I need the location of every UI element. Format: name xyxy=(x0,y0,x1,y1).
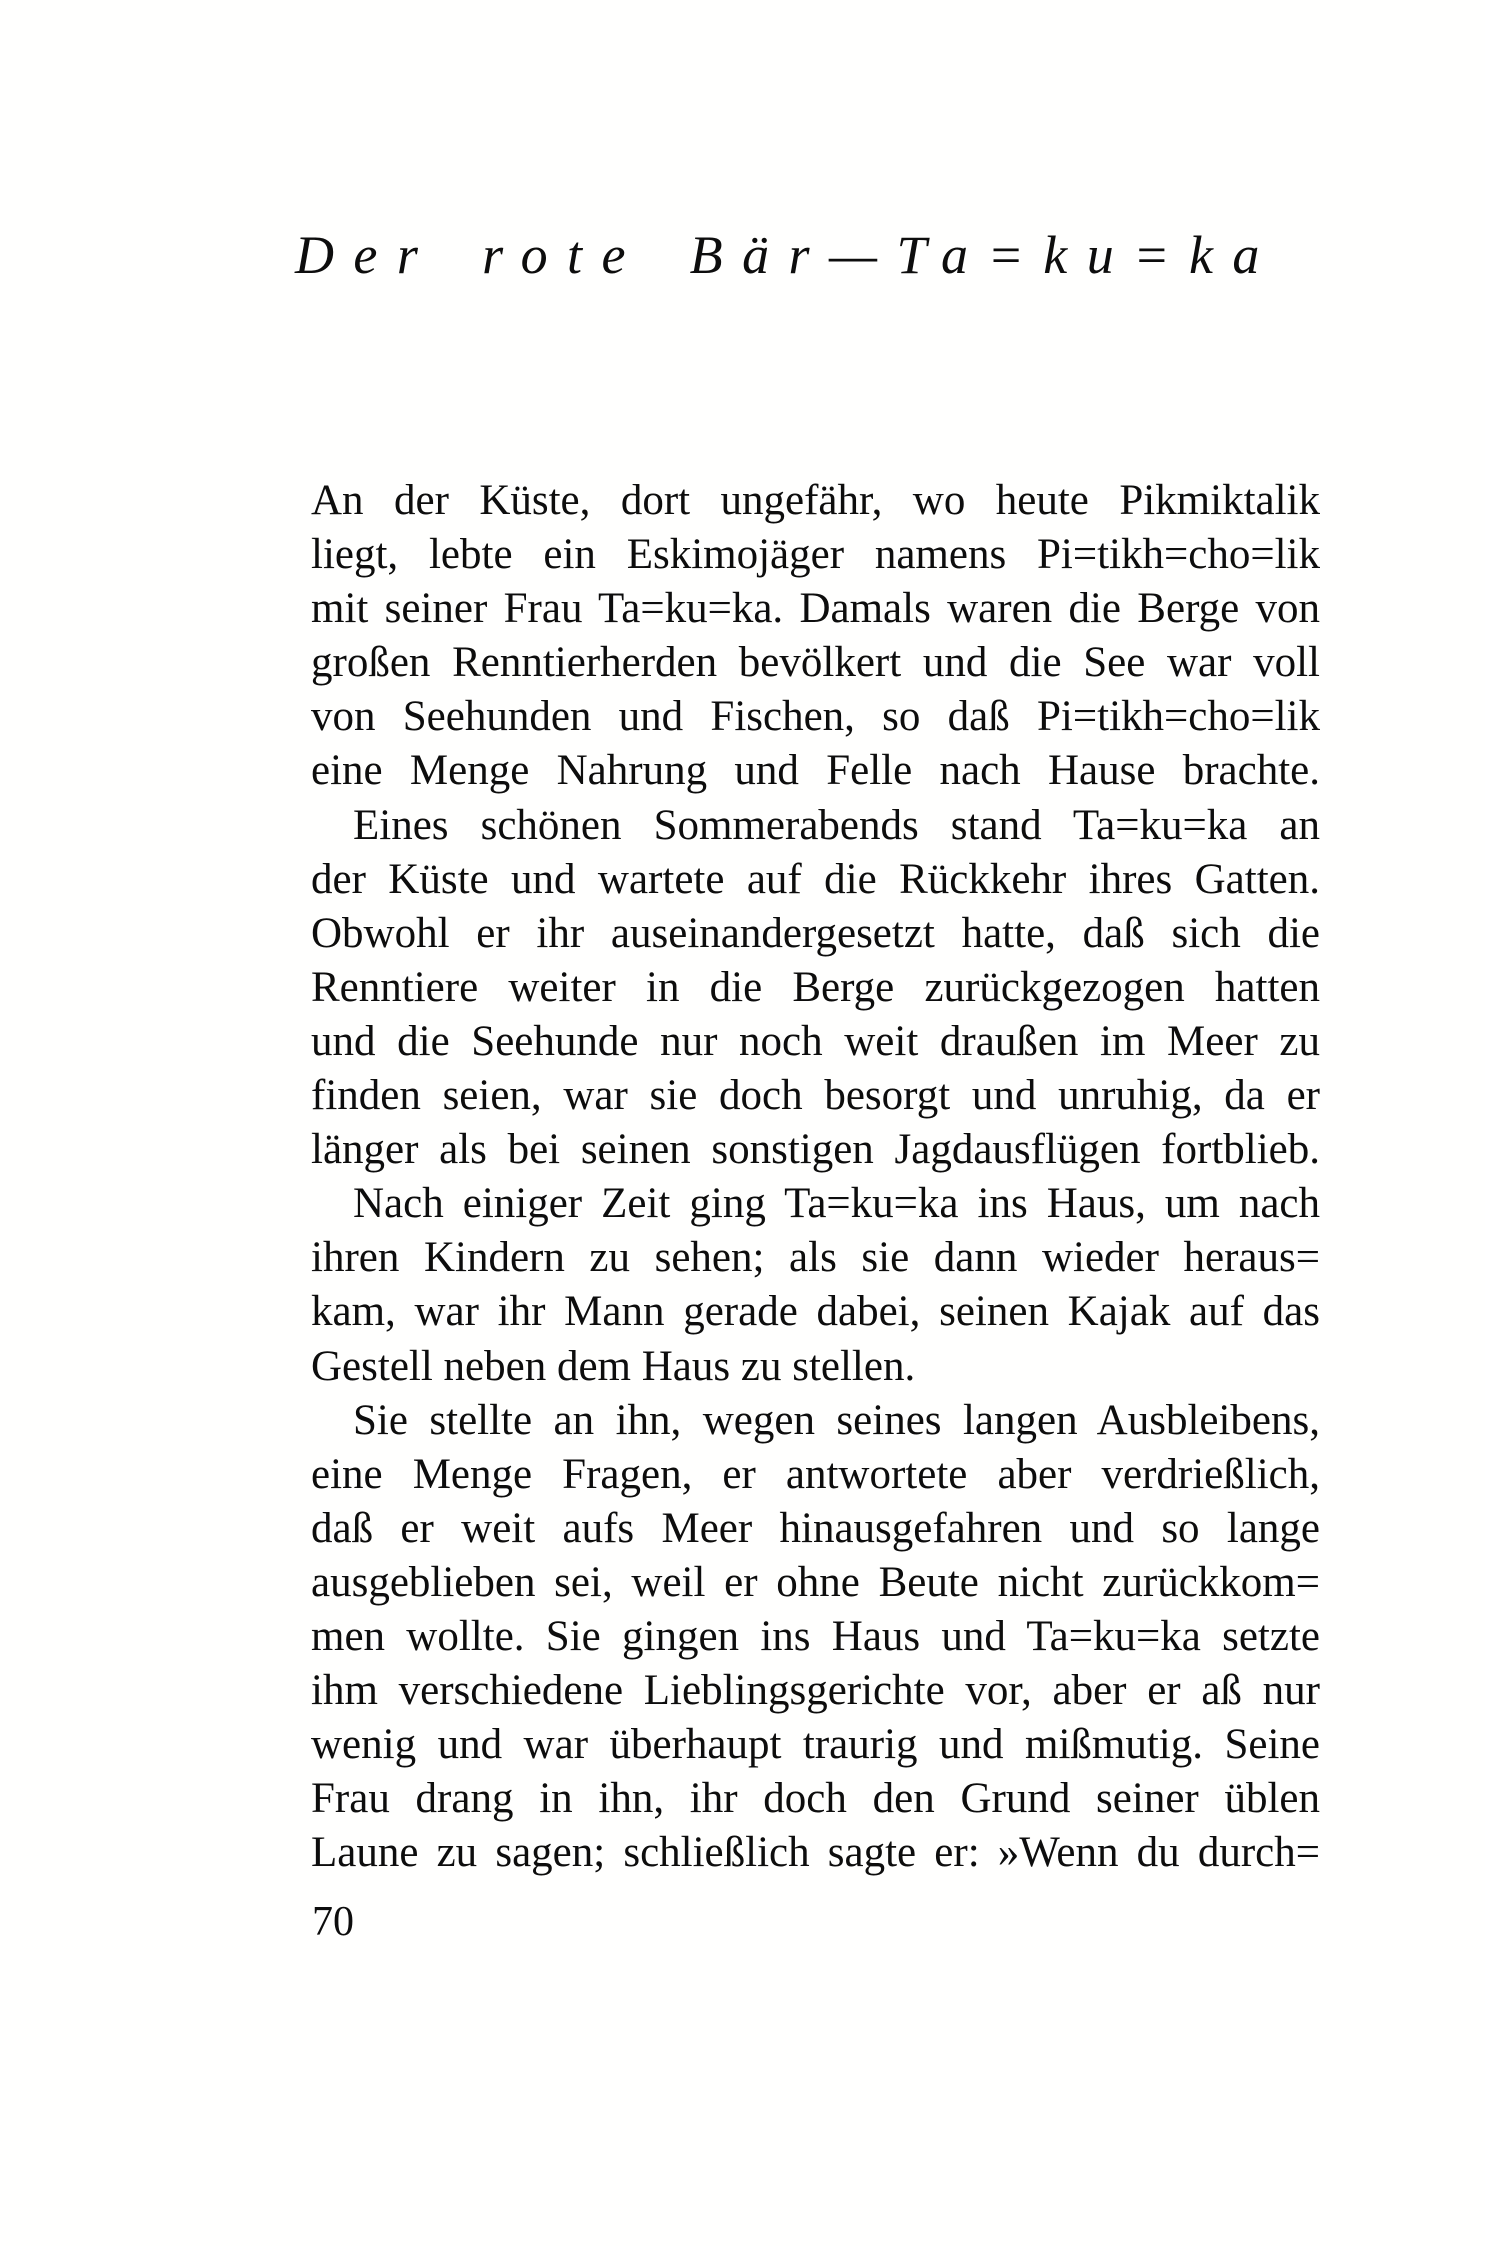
text-line: der Küste und wartete auf die Rückkehr ihres Gatten. xyxy=(311,855,1320,903)
text-line: kam, war ihr Mann gerade dabei, seinen Kajak auf das xyxy=(311,1288,1320,1336)
story-text xyxy=(311,474,1320,1880)
text-line: Gestell neben dem Haus zu stellen. xyxy=(311,1342,916,1390)
text-line: men wollte. Sie gingen ins Haus und Ta=ku=ka setzte xyxy=(311,1612,1320,1660)
text-line: Frau drang in ihn, ihr doch den Grund seiner üblen xyxy=(311,1775,1320,1823)
page-number: 70 xyxy=(312,1899,354,1945)
story-title: Der rote Bär—Ta=ku=ka xyxy=(295,225,1279,285)
text-line: eine Menge Fragen, er antwortete aber verdrießlich, xyxy=(311,1450,1320,1498)
text-line: finden seien, war sie doch besorgt und unruhig, da er xyxy=(311,1072,1320,1120)
text-line: Sie stellte an ihn, wegen seines langen Ausbleibens, xyxy=(353,1396,1320,1444)
text-line: Renntiere weiter in die Berge zurückgezogen hatten xyxy=(311,963,1320,1011)
text-line: von Seehunden und Fischen, so daß Pi=tikh=cho=lik xyxy=(311,693,1320,741)
text-line: ihm verschiedene Lieblingsgerichte vor, aber er aß nur xyxy=(311,1667,1320,1715)
text-line: Eines schönen Sommerabends stand Ta=ku=ka an xyxy=(353,801,1320,849)
text-line: ausgeblieben sei, weil er ohne Beute nicht zurückkom= xyxy=(311,1558,1320,1606)
text-line: Laune zu sagen; schließlich sagte er: »Wenn du durch= xyxy=(311,1829,1320,1877)
text-line: An der Küste, dort ungefähr, wo heute Pikmiktalik xyxy=(311,477,1320,524)
text-line: großen Renntierherden bevölkert und die See war voll xyxy=(311,639,1320,687)
text-line: Nach einiger Zeit ging Ta=ku=ka ins Haus, um nach xyxy=(353,1180,1320,1228)
text-line: wenig und war überhaupt traurig und mißmutig. Seine xyxy=(311,1721,1320,1769)
text-line: eine Menge Nahrung und Felle nach Hause brachte. xyxy=(311,747,1320,795)
text-line: Obwohl er ihr auseinandergesetzt hatte, daß sich die xyxy=(311,909,1320,957)
text-line: daß er weit aufs Meer hinausgefahren und so lange xyxy=(311,1504,1320,1552)
text-line: liegt, lebte ein Eskimojäger namens Pi=tikh=cho=lik xyxy=(311,531,1320,579)
text-line: ihren Kindern zu sehen; als sie dann wieder heraus= xyxy=(311,1234,1320,1282)
text-line: mit seiner Frau Ta=ku=ka. Damals waren die Berge von xyxy=(311,585,1320,633)
text-line: länger als bei seinen sonstigen Jagdausflügen fortblieb. xyxy=(311,1126,1320,1174)
text-line: und die Seehunde nur noch weit draußen im Meer zu xyxy=(311,1017,1320,1065)
